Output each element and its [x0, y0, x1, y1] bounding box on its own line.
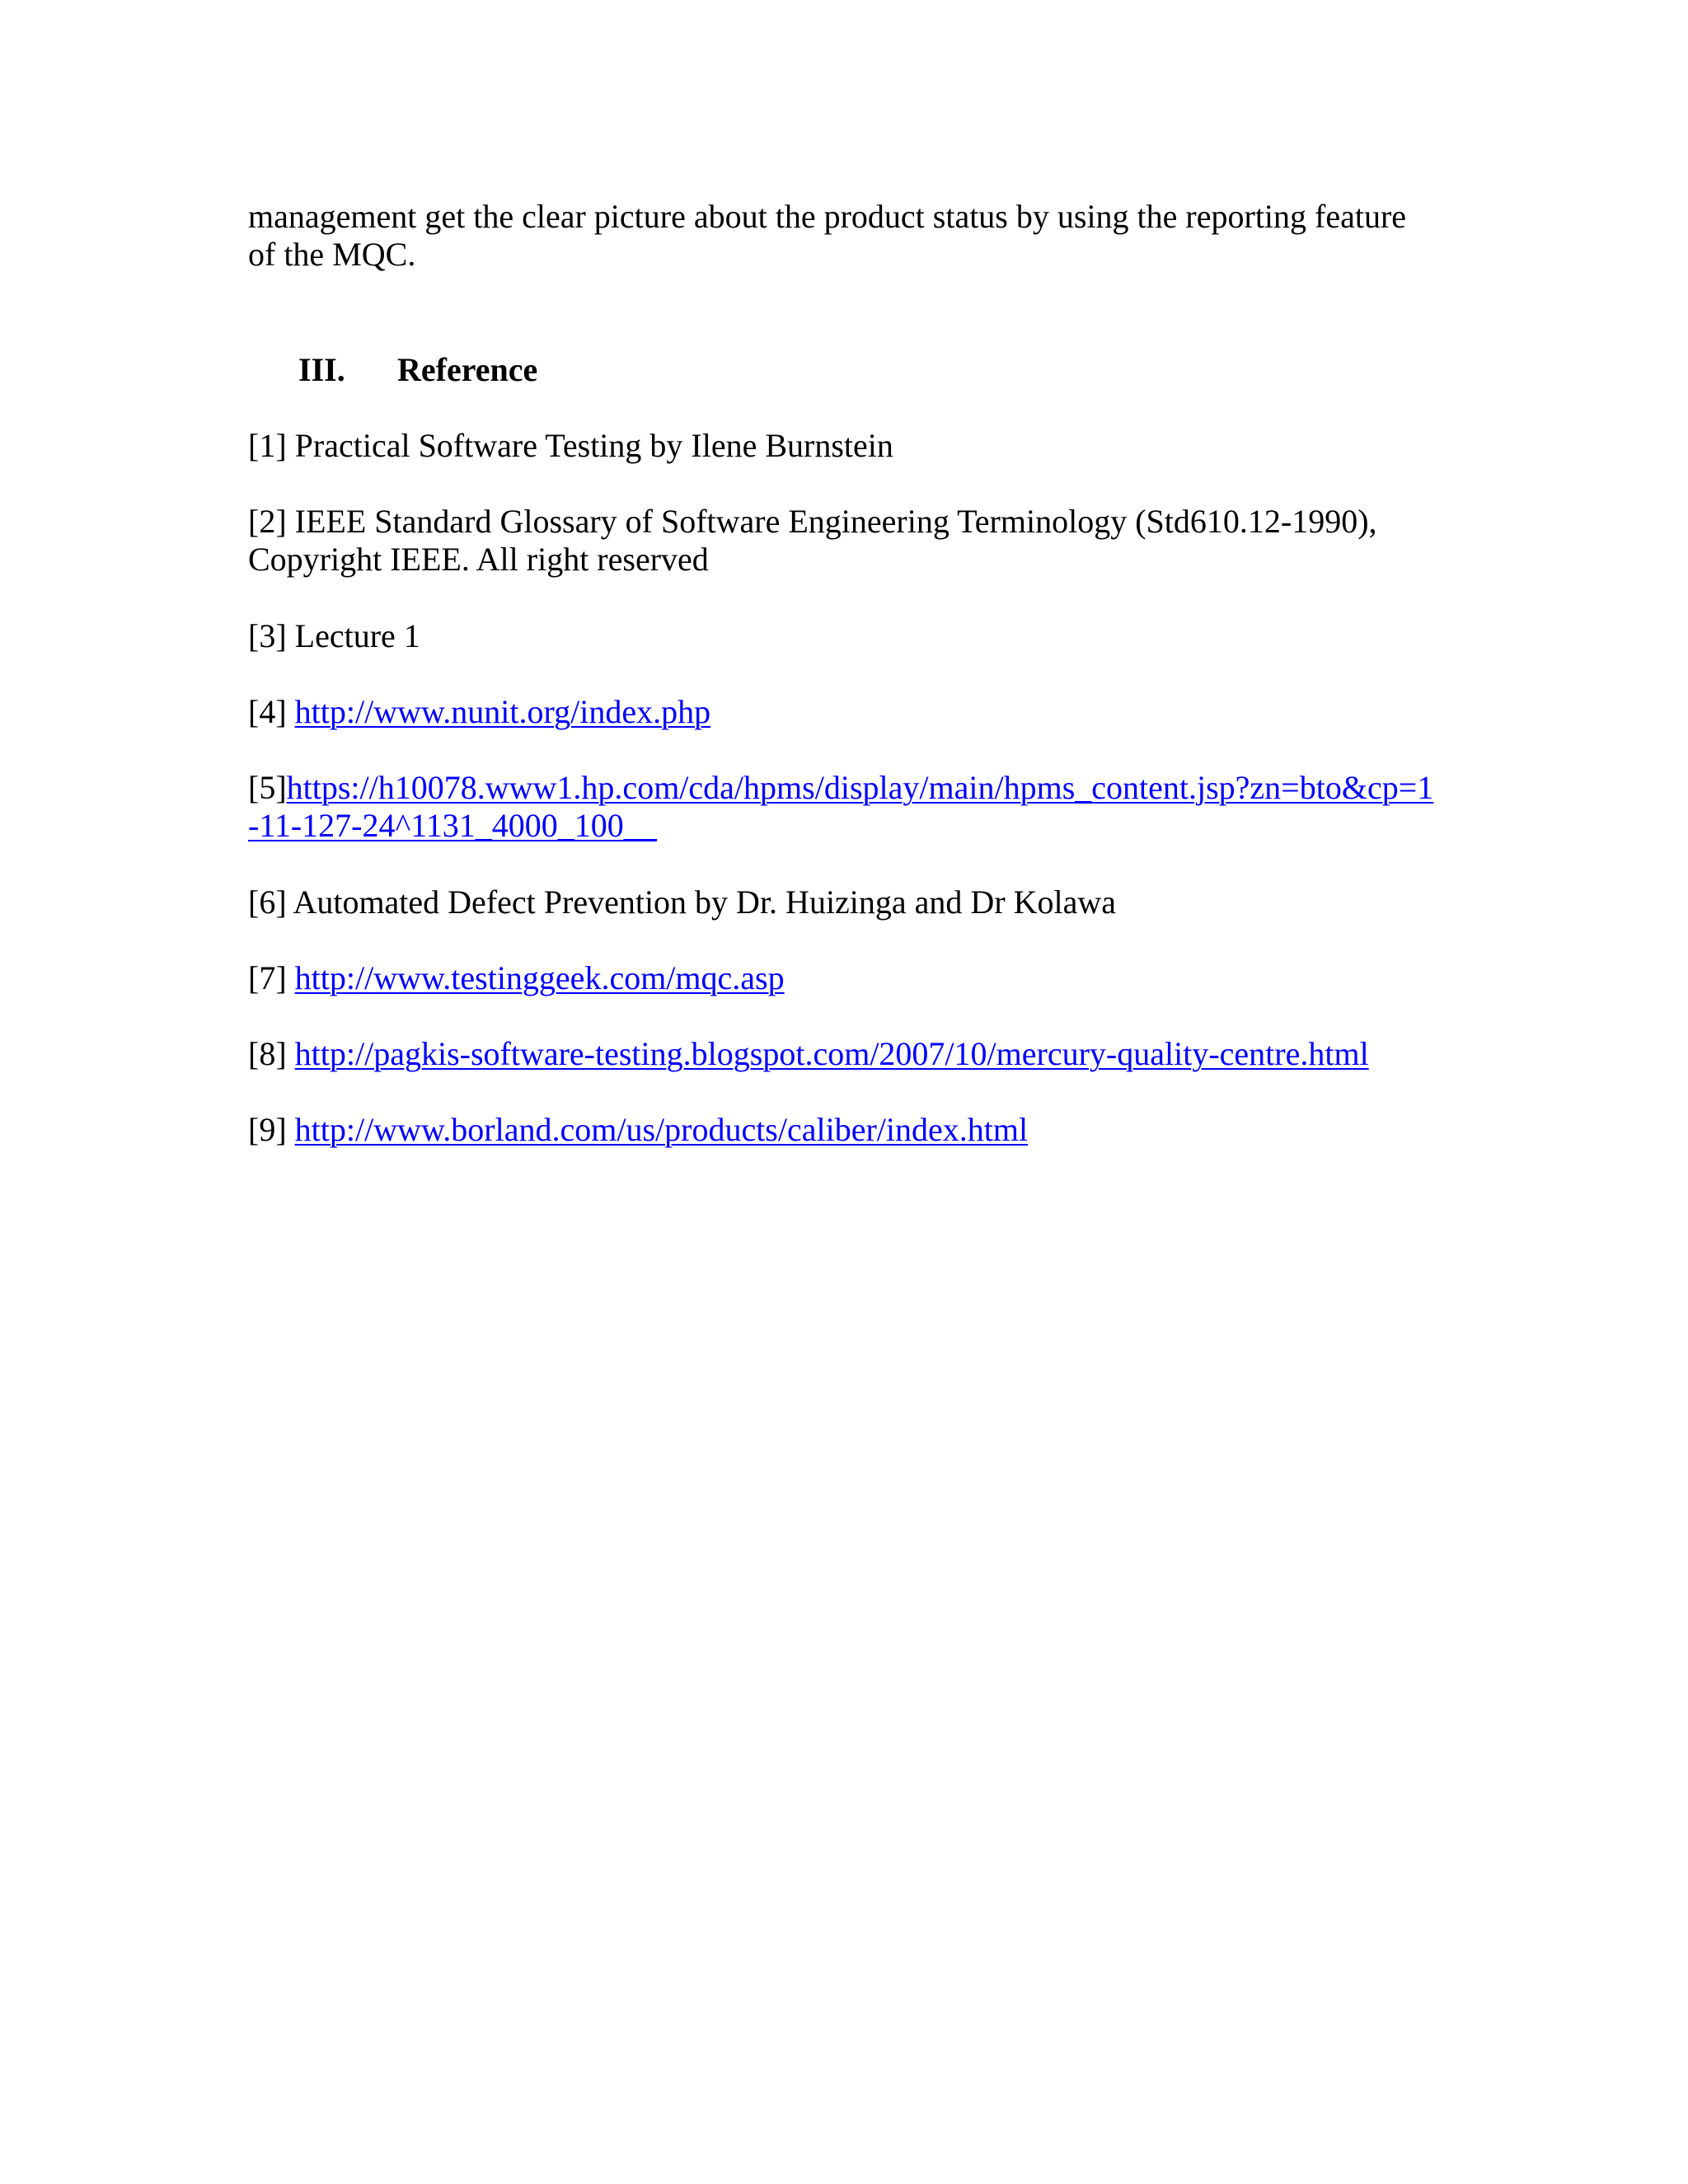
reference-5: [248, 769, 1433, 845]
reference-9: [248, 1111, 1028, 1149]
intro-paragraph: [248, 198, 1451, 274]
reference-9-link[interactable]: http://www.borland.com/us/products/caliber/index.html: [294, 1111, 1029, 1148]
reference-3: [248, 617, 420, 655]
reference-8-label: [8]: [248, 1035, 295, 1072]
reference-7: [248, 959, 785, 997]
reference-4-link[interactable]: http://www.nunit.org/index.php: [294, 693, 711, 730]
intro-line-2: of the MQC.: [248, 236, 416, 273]
reference-1-text: Practical Software Testing by Ilene Burnstein: [294, 427, 893, 464]
reference-1-label: [1]: [248, 427, 295, 464]
section-title: Reference: [397, 351, 538, 388]
intro-line-1: management get the clear picture about the product status by using the reporting feature: [248, 198, 1407, 235]
reference-3-text: Lecture 1: [294, 617, 420, 654]
section-number: III.: [298, 351, 345, 388]
reference-5-link-line-2[interactable]: -11-127-24^1131_4000_100__: [248, 807, 657, 844]
reference-2: [248, 503, 1377, 579]
reference-2-label: [2]: [248, 503, 295, 540]
reference-9-label: [9]: [248, 1111, 295, 1148]
reference-7-label: [7]: [248, 959, 295, 996]
reference-8: [248, 1035, 1369, 1073]
reference-2-line-2: Copyright IEEE. All right reserved: [248, 541, 709, 578]
reference-1: [248, 427, 893, 465]
reference-4-label: [4]: [248, 693, 295, 730]
reference-5-label: [5]: [248, 769, 287, 806]
reference-2-line-1: IEEE Standard Glossary of Software Engineering Terminology (Std610.12-1990),: [294, 503, 1377, 540]
reference-6-text: Automated Defect Prevention by Dr. Huizinga and Dr Kolawa: [293, 883, 1117, 921]
reference-5-link-line-1[interactable]: https://h10078.www1.hp.com/cda/hpms/display/main/hpms_content.jsp?zn=bto&cp=1: [286, 769, 1434, 806]
reference-8-link[interactable]: http://pagkis-software-testing.blogspot.com/2007/10/mercury-quality-centre.html: [294, 1035, 1369, 1072]
reference-7-link[interactable]: http://www.testinggeek.com/mqc.asp: [294, 959, 785, 996]
reference-6-label: [6]: [248, 883, 293, 921]
reference-4: [248, 693, 710, 731]
reference-6: [248, 883, 1116, 921]
reference-3-label: [3]: [248, 617, 295, 654]
